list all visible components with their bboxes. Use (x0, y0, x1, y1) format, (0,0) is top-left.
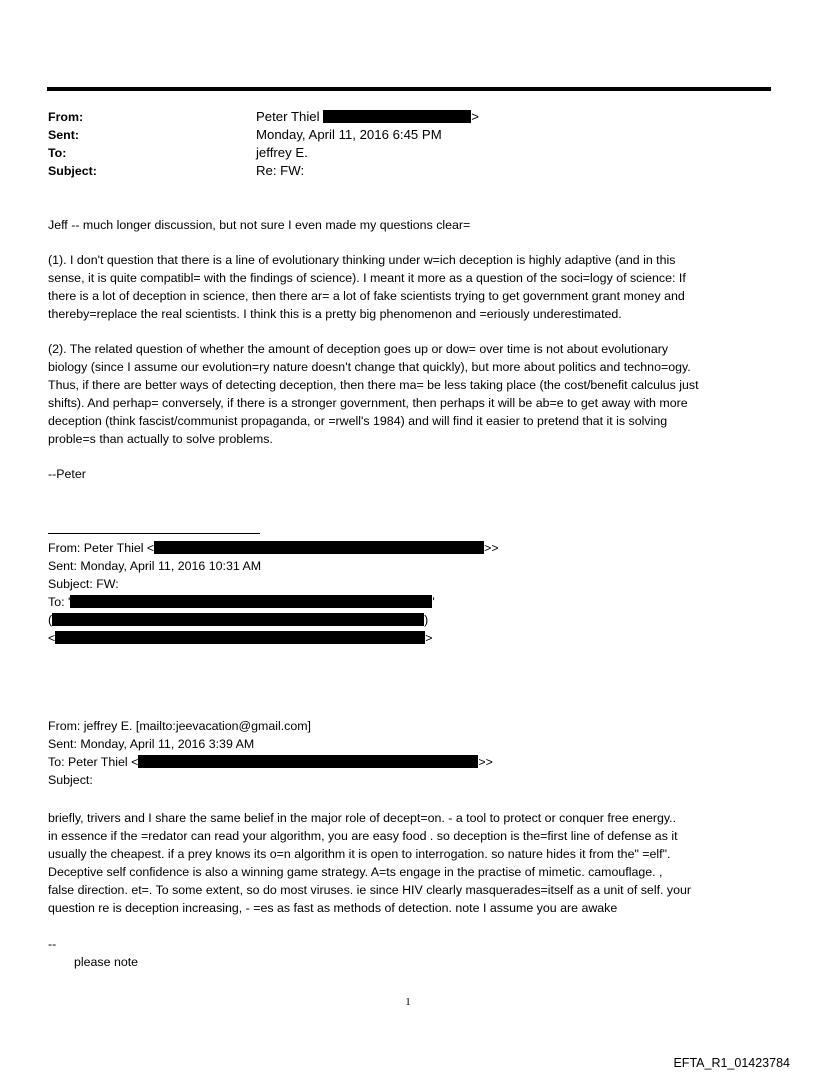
header-sent-row (48, 126, 768, 144)
redacted-email-block (138, 755, 478, 768)
body-line: false direction. et=. To some extent, so do most viruses. ie since HIV clearly masquerades=itself as a unit of self. your (48, 883, 692, 897)
fwd1-line2-end: ) (424, 613, 429, 627)
from-name: Peter Thiel (256, 109, 320, 124)
intro-line: Jeff -- much longer discussion, but not sure I even made my questions clear= (48, 218, 471, 232)
email-body (48, 216, 770, 483)
fwd2-sent: Sent: Monday, April 11, 2016 3:39 AM (48, 737, 255, 751)
from-label: From: (48, 110, 84, 124)
signature-block (48, 935, 770, 971)
redacted-email-block (52, 613, 424, 626)
fwd1-to-start: To: ' (48, 595, 71, 609)
sent-label: Sent: (48, 128, 79, 142)
fwd2-to (48, 753, 770, 771)
fwd1-line3-start: < (48, 631, 56, 645)
header-subject-row (48, 162, 768, 180)
fwd2-to-end: >> (478, 755, 493, 769)
body-line: briefly, trivers and I share the same belief in the major role of decept=on. - a tool to protect or conquer free energy.. (48, 811, 677, 825)
fwd2-from: From: jeffrey E. [mailto:jeevacation@gmail.com] (48, 719, 312, 733)
paragraph-line: Thus, if there are better ways of detecting deception, then there ma= be less taking place (the cost/benefit calculus just (48, 378, 699, 392)
please-note: please note (74, 955, 139, 969)
paragraph-line: there is a lot of deception in science, then there ar= a lot of fake scientists trying to get government grant money and (48, 289, 685, 303)
forwarded-body (48, 809, 770, 917)
paragraph-line: biology (since I assume our evolution=ry nature doesn't change that quickly), but more about politics and techno=ogy. (48, 360, 691, 374)
to-label: To: (48, 146, 67, 160)
fwd1-sent: Sent: Monday, April 11, 2016 10:31 AM (48, 559, 262, 573)
body-line: question re is deception increasing, - =es as fast as methods of detection. note I assume you are awake (48, 901, 618, 915)
redacted-email-block (70, 595, 435, 609)
fwd1-from-end: >> (484, 541, 499, 555)
fwd1-subject: Subject: FW: (48, 577, 119, 591)
forwarded-header-2 (48, 717, 770, 789)
body-line: in essence if the =redator can read your algorithm, you are easy food . so deception is the=first line of defense as it (48, 829, 678, 843)
redacted-email-block (154, 541, 484, 554)
email-header (48, 108, 768, 180)
fwd2-subject: Subject: (48, 773, 93, 787)
body-line: usually the cheapest. if a prey knows its o=n algorithm it is open to interrogation. so nature hides it from the" =elf". (48, 847, 671, 861)
redacted-email-block (323, 110, 471, 123)
paragraph-line: shifts). And perhap= conversely, if there is a stronger government, then perhaps it will be ab=e to get away with more (48, 396, 688, 410)
header-from-row (48, 108, 768, 126)
signoff: --Peter (48, 467, 86, 481)
page-number: 1 (405, 996, 411, 1008)
paragraph-line: (1). I don't question that there is a line of evolutionary thinking under w=ich deception is highly adaptive (and in this (48, 253, 676, 267)
fwd1-to-end: ' (432, 595, 435, 609)
forwarded-header-1 (48, 539, 770, 647)
from-suffix: > (471, 109, 479, 124)
body-line: Deceptive self confidence is also a winning game strategy. A=ts engage in the practise of mimetic. camouflage. , (48, 865, 663, 879)
fwd1-line2 (48, 611, 770, 629)
forward-separator (48, 533, 260, 534)
redacted-email-block (55, 631, 425, 644)
paragraph-line: deception (think fascist/communist propaganda, or =rwell's 1984) and will find it easier to pretend that it is solving (48, 414, 668, 428)
sent-value: Monday, April 11, 2016 6:45 PM (256, 127, 442, 142)
fwd1-to (48, 593, 770, 611)
signature-dashes: -- (48, 937, 57, 951)
fwd1-from (48, 539, 770, 557)
paragraph-line: thereby=replace the real scientists. I think this is a pretty big phenomenon and =eriously underestimated. (48, 307, 622, 321)
header-to-row (48, 144, 768, 162)
subject-label: Subject: (48, 164, 97, 178)
top-rule (47, 87, 771, 91)
fwd1-line2-start: ( (48, 613, 53, 627)
paragraph-line: proble=s than actually to solve problems. (48, 432, 273, 446)
fwd1-line3 (48, 629, 770, 647)
document-id: EFTA_R1_01423784 (673, 1056, 790, 1070)
to-value: jeffrey E. (256, 145, 308, 160)
subject-value: Re: FW: (256, 163, 305, 178)
fwd1-from-text: From: Peter Thiel < (48, 541, 155, 555)
paragraph-2 (48, 340, 770, 448)
from-value (256, 108, 768, 126)
paragraph-line: (2). The related question of whether the amount of deception goes up or dow= over time is not about evolutionary (48, 342, 669, 356)
paragraph-1 (48, 251, 770, 323)
fwd1-line3-end: > (425, 631, 433, 645)
fwd2-to-text: To: Peter Thiel < (48, 755, 139, 769)
paragraph-line: sense, it is quite compatibl= with the findings of science). I meant it more as a question of the soci=logy of science: If (48, 271, 686, 285)
